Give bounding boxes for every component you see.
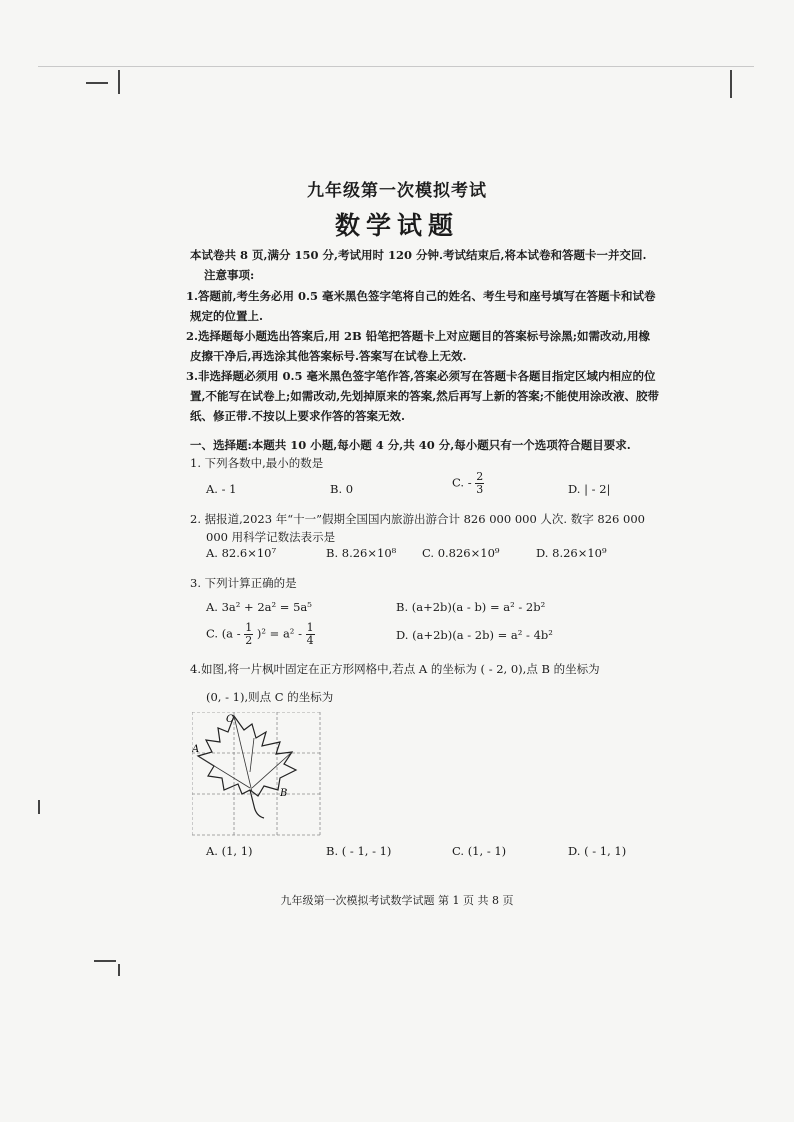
corner-mark <box>118 70 120 94</box>
page-footer: 九年级第一次模拟考试数学试题 第 1 页 共 8 页 <box>280 894 514 907</box>
fraction-numerator: 1 <box>306 621 314 634</box>
notice-item <box>186 286 660 326</box>
notice-text: 答题前,考生务必用 0.5 毫米黑色签字笔将自己的姓名、考生号和座号填写在答题卡和试卷规定的位置上. <box>190 289 656 323</box>
q4-option-b: B. ( - 1, - 1) <box>326 844 392 858</box>
exam-title: 九年级第一次模拟考试 <box>307 181 487 201</box>
q2-option-c: C. 0.826×10⁹ <box>422 546 500 560</box>
question-2-stem-line2: 000 用科学记数法表示是 <box>206 530 336 544</box>
exam-subject-title: 数学试题 <box>334 211 459 240</box>
q2-option-b: B. 8.26×10⁸ <box>326 546 397 560</box>
q3-option-d: D. (a+2b)(a - 2b) = a² - 4b² <box>396 628 553 642</box>
q3-option-c-middle: )² = a² - <box>256 626 302 641</box>
q4-option-c: C. (1, - 1) <box>452 844 507 858</box>
q1-option-d: D. | - 2| <box>568 482 611 496</box>
corner-mark <box>86 82 108 84</box>
q1-option-c-prefix: C. - <box>452 475 472 490</box>
fraction-denominator: 2 <box>245 634 253 647</box>
fraction-numerator: 1 <box>245 621 253 634</box>
q3-option-c <box>206 622 315 647</box>
notice-item <box>186 326 660 366</box>
q3-option-a: A. 3a² + 2a² = 5a⁵ <box>206 600 312 614</box>
corner-mark <box>94 960 116 962</box>
q2-option-d: D. 8.26×10⁹ <box>536 546 607 560</box>
notice-number: 1. <box>186 289 199 303</box>
corner-mark <box>118 964 120 976</box>
q3-option-c-prefix: C. (a - <box>206 626 241 641</box>
question-2-stem-line1: 2. 据报道,2023 年“十一”假期全国国内旅游出游合计 826 000 000 人次. 数字 826 000 <box>190 512 645 526</box>
fraction-denominator: 3 <box>476 483 484 496</box>
q3-option-b: B. (a+2b)(a - b) = a² - 2b² <box>396 600 546 614</box>
question-4-stem-line1: 4.如图,将一片枫叶固定在正方形网格中,若点 A 的坐标为 ( - 2, 0),点 B 的坐标为 <box>190 662 600 676</box>
q1-option-b: B. 0 <box>330 482 354 496</box>
point-b-label: B <box>280 788 288 799</box>
question-3-stem: 3. 下列计算正确的是 <box>190 576 297 590</box>
notice-item <box>186 366 660 426</box>
q1-option-c <box>452 471 484 496</box>
notice-text: 非选择题必须用 0.5 毫米黑色签字笔作答,答案必须写在答题卡各题目指定区域内相应的位置,不能写在试卷上;如需改动,先划掉原来的答案,然后再写上新的答案;不能使用涂改液、胶带纸、修正带.不按以上要求作答的答案无效. <box>190 369 659 423</box>
fraction-numerator: 2 <box>476 470 484 483</box>
q4-option-a: A. (1, 1) <box>206 844 253 858</box>
q2-option-a: A. 82.6×10⁷ <box>206 546 277 560</box>
maple-leaf-grid-figure <box>192 712 322 838</box>
question-4-stem-line2: (0, - 1),则点 C 的坐标为 <box>206 690 334 704</box>
q1-option-a: A. - 1 <box>206 482 237 496</box>
notice-number: 3. <box>186 369 199 383</box>
point-c-label: C <box>226 714 234 725</box>
point-a-label: A <box>192 744 200 755</box>
question-1-stem: 1. 下列各数中,最小的数是 <box>190 456 324 470</box>
maple-leaf-icon <box>198 716 296 796</box>
corner-mark <box>38 800 40 814</box>
q4-option-d: D. ( - 1, 1) <box>568 844 627 858</box>
q1-option-c-fraction <box>475 471 484 496</box>
notice-heading: 注意事项: <box>204 268 255 282</box>
q3-option-c-fraction-2 <box>306 622 315 647</box>
notice-number: 2. <box>186 329 199 343</box>
exam-intro: 本试卷共 8 页,满分 150 分,考试用时 120 分钟.考试结束后,将本试卷和答题卡一并交回. <box>190 248 647 262</box>
q3-option-c-fraction <box>244 622 253 647</box>
fraction-denominator: 4 <box>306 634 314 647</box>
corner-mark <box>730 70 732 98</box>
notice-text: 选择题每小题选出答案后,用 2B 铅笔把答题卡上对应题目的答案标号涂黑;如需改动,用橡皮擦干净后,再选涂其他答案标号.答案写在试卷上无效. <box>190 329 650 363</box>
section-heading: 一、选择题:本题共 10 小题,每小题 4 分,共 40 分,每小题只有一个选项符合题目要求. <box>190 438 631 452</box>
